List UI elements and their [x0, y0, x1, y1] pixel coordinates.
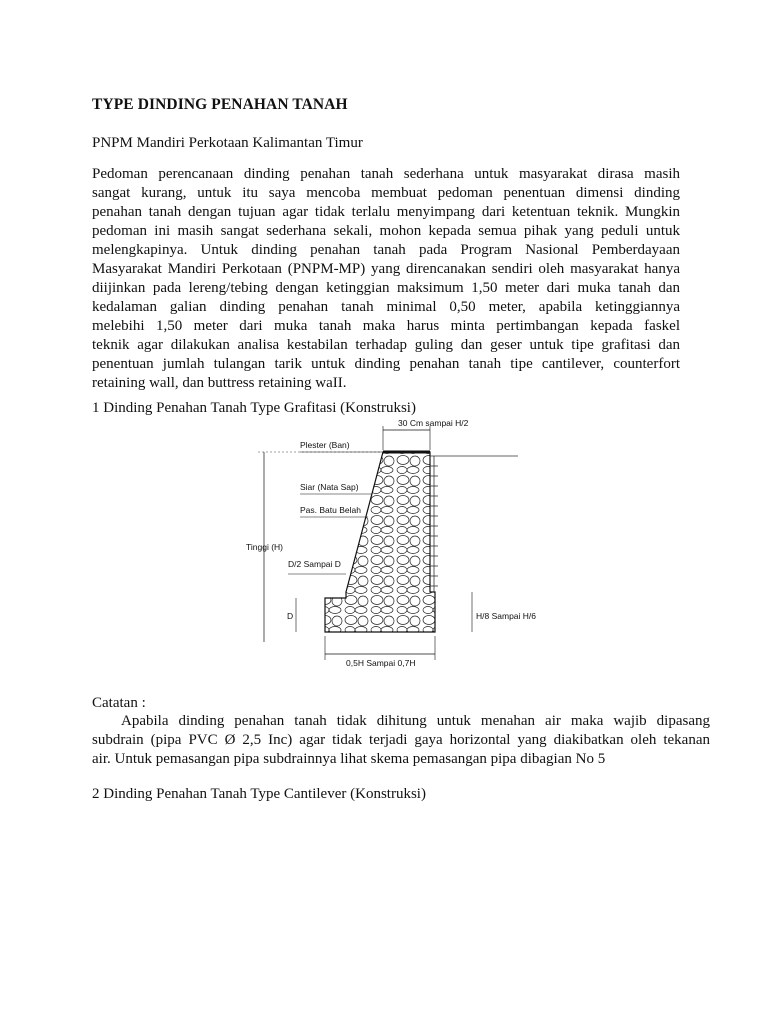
label-plaster: Plester (Ban) — [300, 440, 350, 450]
notes-line: air. Untuk pemasangan pipa subdrainnya lihat skema pemasangan pipa dibagian No 5 — [92, 751, 606, 767]
intro-line: melengkapinya. Untuk dinding penahan tanah pada Program Nasional Pemberdayaan — [92, 242, 680, 258]
label-masonry: Pas. Batu Belah — [300, 505, 361, 515]
intro-line: teknik agar dilakukan analisa kestabilan terhadap guling dan geser untuk tipe grafitasi dan — [92, 337, 680, 353]
label-top-width: 30 Cm sampai H/2 — [398, 418, 469, 428]
intro-line: Pedoman perencanaan dinding penahan tanah sederhana untuk masyarakat dirasa masih — [92, 166, 680, 182]
label-depth: D — [287, 611, 294, 621]
label-toe: D/2 Sampai D — [288, 559, 341, 569]
intro-line: pedoman ini masih sangat sederhana sekali, mohon kepada semua pihak yang peduli untuk — [92, 223, 680, 239]
section-2-heading: 2 Dinding Penahan Tanah Type Cantilever (Konstruksi) — [92, 786, 426, 802]
intro-line: melebihi 1,50 meter dari muka tanah maka harus minta pertimbangan kepada faskel — [92, 318, 680, 334]
intro-line: Masyarakat Mandiri Perkotaan (PNPM-MP) yang direncanakan sendiri oleh masyarakat hanya — [92, 261, 680, 277]
section-1-heading: 1 Dinding Penahan Tanah Type Grafitasi (Konstruksi) — [92, 400, 416, 416]
intro-line: kedalaman galian dinding penahan tanah minimal 0,50 meter, apabila ketinggiannya — [92, 299, 680, 315]
gravity-wall-diagram — [240, 414, 540, 680]
label-height: Tinggi (H) — [246, 542, 283, 552]
intro-line: retaining wall, dan buttress retaining waII. — [92, 375, 347, 391]
intro-line: penahan tanah dengan tujuan agar tidak terlalu menyimpang dari ketentuan teknik. Mungkin — [92, 204, 680, 220]
label-base: 0,5H Sampai 0,7H — [346, 658, 416, 668]
intro-line: diijinkan pada lereng/tebing dengan ketinggian maksimum 1,50 meter dari muka tanah dan — [92, 280, 680, 296]
notes-line: Apabila dinding penahan tanah tidak dihitung untuk menahan air maka wajib dipasang — [121, 713, 710, 729]
document-title: TYPE DINDING PENAHAN TANAH — [92, 96, 348, 113]
intro-line: penentuan jumlah tulangan tarik untuk dinding penahan tanah tipe cantilever, counterfort — [92, 356, 680, 372]
backfill-soil — [430, 456, 518, 592]
notes-line: subdrain (pipa PVC Ø 2,5 Inc) agar tidak terjadi gaya horizontal yang diakibatkan oleh tekanan — [92, 732, 710, 748]
notes-paragraph — [92, 712, 710, 769]
document-subtitle: PNPM Mandiri Perkotaan Kalimantan Timur — [92, 135, 363, 151]
wall-masonry — [325, 452, 435, 632]
notes-heading: Catatan : — [92, 695, 146, 711]
label-footing: H/8 Sampai H/6 — [476, 611, 536, 621]
intro-paragraph — [92, 165, 680, 393]
intro-line: sangat kurang, untuk itu saya mencoba membuat pedoman penentuan dimensi dinding — [92, 185, 680, 201]
label-joint: Siar (Nata Sap) — [300, 482, 359, 492]
